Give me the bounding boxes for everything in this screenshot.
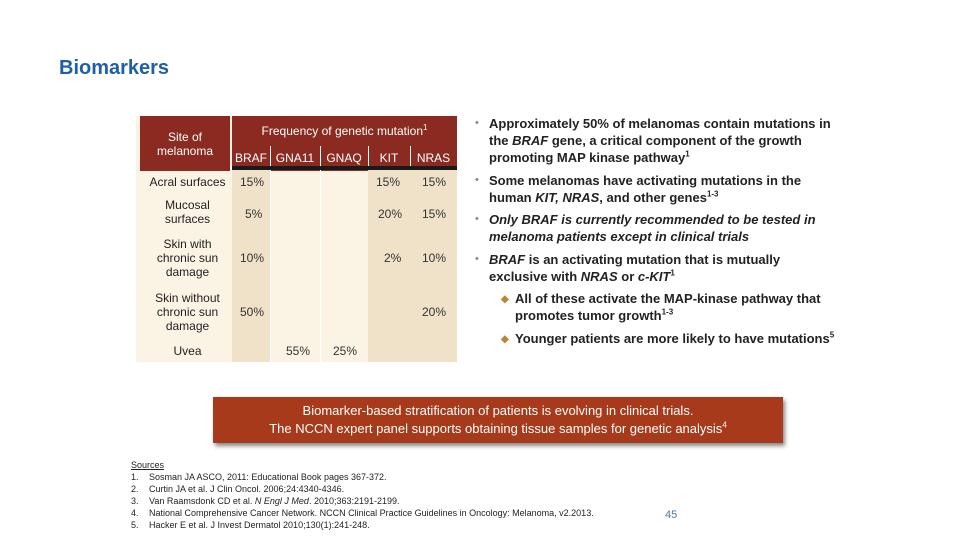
bullet-dot: • [475, 253, 479, 265]
site-header-label: Site of melanoma [156, 129, 214, 158]
source-number: 4. [131, 508, 139, 518]
column-header-gna11: GNA11 [270, 146, 320, 171]
column-header-gnaq: GNAQ [320, 146, 368, 171]
freq-header-bold: genetic mutation [334, 124, 423, 138]
cell-uvea-gnaq: 25% [333, 344, 358, 358]
source-item [131, 519, 594, 531]
bullet-1-sup: 1 [685, 149, 690, 159]
cell-chronic-braf: 10% [240, 251, 265, 265]
bullet-4-sup: 1 [670, 268, 675, 278]
source-text-post: . 2010;363:2191-2199. [308, 496, 400, 506]
bullet-4-italic-2: NRAS [580, 269, 618, 284]
row-label-acral: Acral surfaces [149, 175, 226, 189]
sub-bullet-2 [501, 330, 835, 347]
cell-acral-kit: 15% [376, 175, 401, 189]
bullet-4-text: is an activating mutation that is mutually exclusive with [489, 252, 781, 284]
page-title: Biomarkers [59, 57, 170, 79]
bullet-2-sup: 1-3 [706, 189, 719, 199]
table-header-frequency [232, 116, 457, 146]
bullet-1-italic: BRAF [512, 133, 549, 148]
page-number: 45 [665, 509, 678, 521]
banner-line-1: Biomarker-based stratification of patients is evolving in clinical trials. [302, 403, 694, 418]
source-text-pre: Van Raamsdonk CD et al. [149, 496, 253, 506]
cell-mucosal-braf: 5% [245, 207, 263, 221]
sub-bullet-1-sup: 1-3 [661, 307, 674, 317]
bullet-4-italic-3: c-KIT [637, 269, 671, 284]
source-number: 3. [131, 496, 139, 506]
row-label-mucosal: Mucosal surfaces [164, 198, 211, 226]
cell-mucosal-kit: 20% [378, 207, 403, 221]
column-header-kit: KIT [368, 146, 410, 171]
bullet-dot: • [475, 174, 479, 186]
row-label-without-sun: Skin without chronic sun damage [155, 291, 220, 333]
source-text: National Comprehensive Cancer Network. NCCN Clinical Practice Guidelines in Oncology: Melanoma, v2.2013. [149, 508, 594, 518]
sub-bullet-2-sup: 5 [829, 330, 835, 340]
cell-chronic-kit: 2% [384, 251, 402, 265]
banner-line-2 [213, 420, 783, 438]
bullet-2-post: , and other genes [599, 190, 707, 205]
row-label-chronic-sun: Skin with chronic sun damage [156, 237, 219, 279]
banner-line-2-sup: 4 [722, 420, 727, 430]
diamond-bullet-icon: ◆ [501, 294, 509, 305]
key-message-banner [213, 397, 783, 443]
banner-line-2-text: The NCCN expert panel supports obtaining tissue samples for genetic analysis [269, 421, 723, 436]
source-item [131, 495, 594, 507]
sources-title: Sources [131, 460, 165, 470]
bullet-1-text: Approximately 50% of melanomas contain mutations in the [489, 116, 831, 148]
bullet-2 [475, 172, 834, 206]
bullet-4-italic-1: BRAF [489, 252, 526, 267]
bullet-3-text: Only BRAF is currently recommended to be tested in melanoma patients except in clinical trials [489, 212, 816, 244]
column-header-braf: BRAF [232, 146, 270, 171]
bullet-1-rest: gene, a critical component of the growth promoting MAP kinase pathway [489, 133, 802, 165]
source-number: 2. [131, 484, 139, 494]
freq-header-prefix: Frequency of [261, 124, 332, 138]
bullet-4-or: or [621, 269, 635, 284]
bullet-2-text: Some melanomas have activating mutations in the human [489, 173, 802, 205]
source-text: Hacker E et al. J Invest Dermatol 2010;130(1):241-248. [149, 520, 370, 530]
freq-header-sup: 1 [423, 123, 428, 132]
source-journal: N Engl J Med [254, 496, 309, 506]
table-header-site [140, 116, 230, 171]
cell-acral-braf: 15% [240, 175, 265, 189]
source-item [131, 507, 594, 519]
column-header-nras: NRAS [410, 146, 457, 171]
cell-acral-nras: 15% [422, 175, 447, 189]
source-item [131, 471, 594, 483]
sub-bullet-1-text: All of these activate the MAP-kinase pathway that promotes tumor growth [515, 291, 821, 323]
sources-list [131, 459, 594, 531]
braf-column-fill [232, 170, 270, 362]
sub-bullet-1 [501, 290, 835, 324]
cell-chronic-nras: 10% [422, 251, 447, 265]
bullet-dot: • [475, 117, 479, 129]
source-number: 5. [131, 520, 139, 530]
bullet-3 [475, 211, 834, 245]
row-label-uvea: Uvea [173, 344, 202, 358]
bullet-2-italic: KIT, NRAS [535, 190, 600, 205]
bullet-1 [475, 115, 834, 166]
column-divider [320, 146, 321, 362]
diamond-bullet-icon: ◆ [501, 334, 509, 345]
source-text [149, 495, 400, 507]
cell-nosun-nras: 20% [422, 305, 447, 319]
source-text: Curtin JA et al. J Clin Oncol. 2006;24:4340-4346. [149, 484, 345, 494]
source-text: Sosman JA ASCO, 2011: Educational Book pages 367-372. [149, 472, 387, 482]
sub-bullet-2-text: Younger patients are more likely to have mutations [515, 331, 830, 346]
cell-mucosal-nras: 15% [422, 207, 447, 221]
kit-nras-column-fill [368, 170, 457, 362]
cell-uvea-gna11: 55% [286, 344, 311, 358]
bullet-dot: • [475, 213, 479, 225]
cell-nosun-braf: 50% [240, 305, 265, 319]
column-divider [270, 146, 271, 362]
source-number: 1. [131, 472, 139, 482]
bullet-4 [475, 251, 834, 285]
source-item [131, 483, 594, 495]
